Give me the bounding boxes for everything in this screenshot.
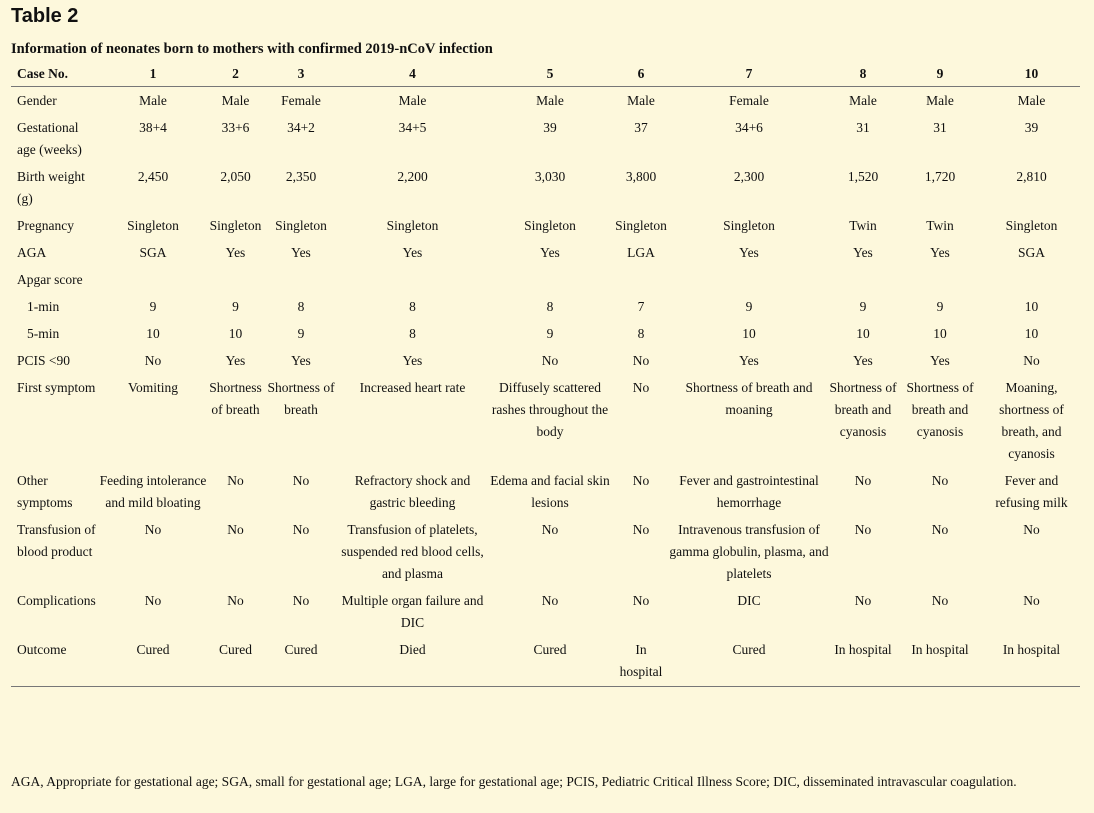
table-cell: Refractory shock and gastric bleeding: [354, 473, 471, 510]
table-cell: Yes: [540, 245, 560, 260]
table-row: [11, 350, 1080, 377]
row-label: Apgar score: [17, 272, 83, 287]
table-cell: No: [292, 473, 310, 488]
table-cell: 2,450: [137, 169, 169, 184]
table-cell: DIC: [737, 593, 761, 608]
header-cell: 4: [338, 61, 487, 87]
table-cell: Fever and refusing milk: [995, 473, 1068, 510]
table-cell: Male: [1017, 93, 1046, 108]
table-cell: Cured: [219, 642, 252, 657]
table-cell: Singleton: [209, 218, 262, 233]
table-cell: Edema and facial skin lesions: [490, 473, 610, 510]
table-cell: Female: [729, 93, 769, 108]
table-cell: No: [632, 593, 650, 608]
table-cell: 34+6: [735, 120, 763, 135]
table-row: [11, 323, 1080, 350]
table-cell: Yes: [739, 245, 759, 260]
table-cell: No: [854, 522, 872, 537]
table-cell: No: [854, 473, 872, 488]
table-cell: 9: [149, 299, 157, 314]
table-cell: No: [931, 473, 949, 488]
table-cell: 2,050: [220, 169, 251, 184]
table-cell: In hospital: [619, 642, 663, 679]
row-label: Other symptoms: [17, 473, 73, 510]
table-cell: Yes: [291, 353, 311, 368]
row-label: 1-min: [27, 299, 60, 314]
table-cell: 10: [933, 326, 947, 341]
table-row: [11, 87, 1080, 118]
row-label: 5-min: [27, 326, 60, 341]
table-footnote: AGA, Appropriate for gestational age; SGA, small for gestational age; LGA, large for gestational age; PCIS, Pediatric Critical Illness Score; DIC, disseminated intravascular coagulation.: [11, 774, 1017, 789]
table-cell: Singleton: [615, 218, 667, 233]
table-row: [11, 166, 1080, 215]
table-cell: Shortness of breath and moaning: [685, 380, 813, 417]
table-row: [11, 242, 1080, 269]
header-cell: 1: [99, 61, 207, 87]
row-label: Transfusion of blood product: [17, 522, 96, 559]
table-cell: SGA: [139, 245, 167, 260]
table-cell: No: [1023, 593, 1040, 608]
table-cell: In hospital: [911, 642, 969, 657]
table-body: [11, 87, 1080, 687]
table-cell: [487, 269, 613, 296]
table-cell: Singleton: [386, 218, 439, 233]
table-row: [11, 215, 1080, 242]
table-cell: 10: [146, 326, 160, 341]
table-row: [11, 519, 1080, 590]
table-cell: No: [854, 593, 872, 608]
table-cell: Diffusely scattered rashes throughout the body: [491, 380, 609, 439]
table-cell: [99, 269, 207, 296]
row-label: First symptom: [17, 380, 96, 395]
table-cell: 34+2: [287, 120, 315, 135]
table-cell: No: [227, 473, 244, 488]
table-cell: 39: [1024, 120, 1039, 135]
header-cell: 8: [829, 61, 897, 87]
table-row: [11, 590, 1080, 639]
table-row: [11, 377, 1080, 470]
table-cell: 39: [543, 120, 557, 135]
table-label: Table 2: [11, 5, 79, 27]
table-cell: 9: [297, 326, 305, 341]
table-cell: Intravenous transfusion of gamma globulin, plasma, and platelets: [669, 522, 829, 581]
table-cell: Male: [627, 93, 655, 108]
table-cell: 31: [856, 120, 870, 135]
table-cell: Male: [221, 93, 250, 108]
table-cell: In hospital: [1002, 642, 1061, 657]
row-label: Complications: [17, 593, 96, 608]
table-cell: [983, 269, 1080, 296]
table-cell: [613, 269, 669, 296]
table-cell: 10: [742, 326, 756, 341]
table-cell: No: [227, 593, 244, 608]
table-cell: Cured: [533, 642, 567, 657]
table-cell: LGA: [627, 245, 655, 260]
table-cell: Male: [398, 93, 427, 108]
table-cell: No: [632, 353, 650, 368]
table-cell: [829, 269, 897, 296]
table-cell: Cured: [136, 642, 170, 657]
neonates-table: [11, 61, 1080, 687]
table-cell: No: [632, 473, 650, 488]
table-cell: 2,350: [285, 169, 317, 184]
table-cell: Yes: [402, 353, 423, 368]
table-cell: No: [144, 522, 162, 537]
table-cell: Fever and gastrointestinal hemorrhage: [679, 473, 819, 510]
table-cell: Singleton: [524, 218, 576, 233]
table-cell: 10: [1024, 326, 1039, 341]
table-cell: Singleton: [127, 218, 179, 233]
table-cell: 31: [933, 120, 947, 135]
table-cell: 37: [634, 120, 648, 135]
table-cell: 2,300: [733, 169, 765, 184]
table-cell: No: [1023, 522, 1040, 537]
table-cell: 1,520: [847, 169, 879, 184]
row-label: Outcome: [17, 642, 67, 657]
table-cell: [207, 269, 264, 296]
table-cell: Male: [926, 93, 954, 108]
table-caption: Information of neonates born to mothers with confirmed 2019-nCoV infection: [11, 41, 493, 57]
table-cell: 9: [859, 299, 867, 314]
table-cell: 8: [409, 326, 416, 341]
row-label: Birth weight (g): [17, 169, 85, 206]
table-cell: Transfusion of platelets, suspended red blood cells, and plasma: [341, 522, 484, 581]
table-cell: 2,810: [1016, 169, 1047, 184]
table-cell: No: [1023, 353, 1040, 368]
table-cell: 9: [232, 299, 239, 314]
header-cell: 6: [613, 61, 669, 87]
table-cell: Died: [399, 642, 426, 657]
table-cell: No: [632, 522, 650, 537]
row-label: PCIS <90: [17, 353, 71, 368]
table-cell: 3,030: [534, 169, 566, 184]
table-cell: Feeding intolerance and mild bloating: [99, 473, 207, 510]
table-row: [11, 470, 1080, 519]
table-cell: 8: [546, 299, 554, 314]
table-cell: No: [292, 522, 310, 537]
row-label: Gestational age (weeks): [17, 120, 82, 157]
table-cell: 8: [637, 326, 645, 341]
table-cell: Male: [536, 93, 564, 108]
table-cell: 1,720: [924, 169, 956, 184]
table-cell: Yes: [853, 245, 873, 260]
table-cell: [338, 269, 487, 296]
table-cell: [669, 269, 829, 296]
table-cell: 2,200: [397, 169, 428, 184]
table-cell: Moaning, shortness of breath, and cyanosis: [999, 380, 1064, 461]
table-cell: Singleton: [275, 218, 327, 233]
table-cell: 10: [856, 326, 870, 341]
table-cell: Yes: [930, 245, 950, 260]
table-cell: No: [632, 380, 650, 395]
header-cell: 10: [983, 61, 1080, 87]
header-row: [11, 61, 1080, 87]
table-cell: Shortness of breath: [209, 380, 262, 417]
table-cell: No: [931, 593, 949, 608]
table-row: [11, 296, 1080, 323]
table-cell: No: [227, 522, 244, 537]
table-cell: In hospital: [834, 642, 892, 657]
table-cell: Male: [139, 93, 167, 108]
table-cell: 7: [637, 299, 645, 314]
table-cell: Yes: [930, 353, 950, 368]
table-cell: No: [541, 593, 559, 608]
table-row: [11, 639, 1080, 687]
table-cell: 3,800: [625, 169, 657, 184]
table-cell: Yes: [739, 353, 759, 368]
table-cell: No: [292, 593, 310, 608]
table-cell: Twin: [849, 218, 877, 233]
table-cell: [264, 269, 338, 296]
table-cell: Twin: [926, 218, 954, 233]
table-cell: No: [541, 353, 559, 368]
table-row: [11, 269, 1080, 296]
header-cell: 3: [264, 61, 338, 87]
table-cell: Singleton: [723, 218, 775, 233]
table-cell: Shortness of breath and cyanosis: [829, 380, 897, 439]
header-cell: 7: [669, 61, 829, 87]
table-cell: 9: [546, 326, 554, 341]
table-cell: Shortness of breath and cyanosis: [906, 380, 974, 439]
table-cell: Female: [281, 93, 321, 108]
table-cell: Vomiting: [127, 380, 178, 395]
table-cell: Shortness of breath: [267, 380, 335, 417]
table-cell: No: [144, 353, 162, 368]
row-label: Pregnancy: [17, 218, 74, 233]
table-cell: 9: [936, 299, 944, 314]
header-cell: 9: [897, 61, 983, 87]
table-cell: 10: [228, 326, 243, 341]
header-cell: Case No.: [11, 61, 99, 87]
table-cell: Yes: [225, 245, 246, 260]
table-cell: No: [541, 522, 559, 537]
table-cell: 8: [409, 299, 416, 314]
table-cell: 10: [1024, 299, 1039, 314]
table-row: [11, 117, 1080, 166]
table-cell: Yes: [291, 245, 311, 260]
table-cell: Multiple organ failure and DIC: [341, 593, 484, 630]
table-cell: Yes: [402, 245, 423, 260]
table-cell: 8: [297, 299, 305, 314]
header-cell: 2: [207, 61, 264, 87]
table-cell: Yes: [225, 353, 246, 368]
table-cell: No: [144, 593, 162, 608]
table-cell: Cured: [284, 642, 318, 657]
table-cell: Male: [849, 93, 877, 108]
table-cell: 9: [745, 299, 753, 314]
row-label: Gender: [17, 93, 57, 108]
header-cell: 5: [487, 61, 613, 87]
table-cell: Yes: [853, 353, 873, 368]
row-label: AGA: [17, 245, 47, 260]
table-cell: 33+6: [221, 120, 250, 135]
table-cell: SGA: [1017, 245, 1045, 260]
table-cell: 38+4: [139, 120, 167, 135]
table-cell: No: [931, 522, 949, 537]
table-cell: 34+5: [398, 120, 427, 135]
table-cell: [897, 269, 983, 296]
table-cell: Cured: [732, 642, 766, 657]
table-cell: Increased heart rate: [359, 380, 466, 395]
table-cell: Singleton: [1005, 218, 1058, 233]
